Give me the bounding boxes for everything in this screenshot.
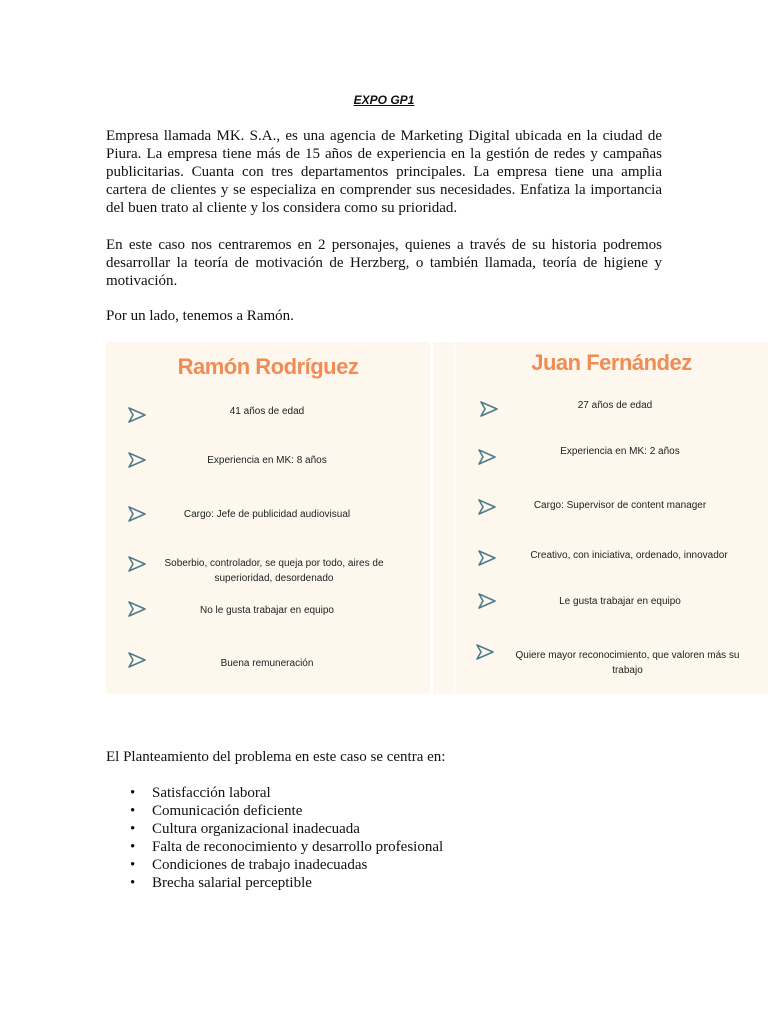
arrow-right-icon	[479, 400, 499, 418]
arrow-right-icon	[127, 451, 147, 469]
list-item: • Satisfacción laboral	[130, 784, 443, 802]
intro-paragraph: Empresa llamada MK. S.A., es una agencia de Marketing Digital ubicada en la ciudad de Piura. La empresa tiene más de 15 años de experiencia en la gestión de redes y campañas publicitarias. Cuanta con tres departamentos principales. La empresa tiene una amplia cartera de clientes y se especializa en comprender sus necesidades. Enfatiza la importancia del buen trato al cliente y los considera como su prioridad.	[106, 128, 662, 216]
profile-name-juan: Juan Fernández	[531, 350, 692, 375]
arrow-right-icon	[475, 643, 495, 661]
profile-name-ramon: Ramón Rodríguez	[177, 354, 359, 379]
profile-item: Cargo: Jefe de publicidad audiovisual	[183, 509, 351, 520]
profile-item: No le gusta trabajar en equipo	[200, 605, 334, 616]
herzberg-paragraph: En este caso nos centraremos en 2 personajes, quienes a través de su historia podremos desarrollar la teoría de motivación de Herzberg, o también llamada, teoría de higiene y motivación.	[106, 237, 662, 289]
profile-item: Le gusta trabajar en equipo	[559, 596, 681, 607]
arrow-right-icon	[127, 651, 147, 669]
list-item: • Brecha salarial perceptible	[130, 874, 443, 892]
profile-item: 27 años de edad	[577, 400, 653, 411]
arrow-right-icon	[477, 498, 497, 516]
arrow-right-icon	[127, 505, 147, 523]
profile-item: Soberbio, controlador, se queja por todo, aires de superioridad, desordenado	[164, 558, 384, 584]
ramon-intro-paragraph: Por un lado, tenemos a Ramón.	[106, 308, 294, 324]
problem-statement: El Planteamiento del problema en este caso se centra en:	[106, 749, 446, 765]
list-item: • Condiciones de trabajo inadecuadas	[130, 856, 443, 874]
list-item: • Comunicación deficiente	[130, 802, 443, 820]
arrow-right-icon	[127, 600, 147, 618]
card-divider	[430, 342, 433, 694]
profile-item: Cargo: Supervisor de content manager	[533, 500, 707, 511]
list-item: • Cultura organizacional inadecuada	[130, 820, 443, 838]
list-item: • Falta de reconocimiento y desarrollo profesional	[130, 838, 443, 856]
profile-item: Creativo, con iniciativa, ordenado, innovador	[530, 550, 728, 561]
page-title: EXPO GP1	[353, 93, 415, 107]
arrow-right-icon	[477, 448, 497, 466]
profile-card-juan	[455, 342, 768, 694]
profile-item: Quiere mayor reconocimiento, que valoren más su trabajo	[515, 650, 740, 676]
arrow-right-icon	[127, 406, 147, 424]
profile-item: Buena remuneración	[220, 658, 314, 669]
profile-item: 41 años de edad	[229, 406, 305, 417]
arrow-right-icon	[477, 592, 497, 610]
profile-item: Experiencia en MK: 2 años	[560, 446, 680, 457]
arrow-right-icon	[127, 555, 147, 573]
profile-item: Experiencia en MK: 8 años	[207, 455, 327, 466]
arrow-right-icon	[477, 549, 497, 567]
problem-list	[130, 784, 443, 892]
